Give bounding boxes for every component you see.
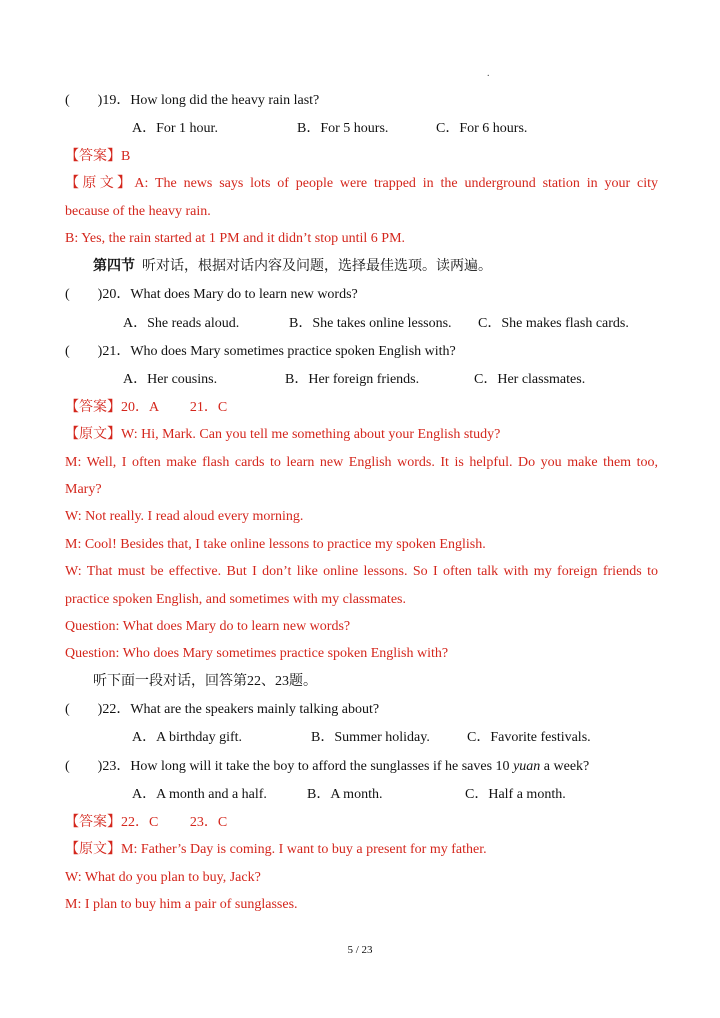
dialog-1-line: M: Cool! Besides that, I take online lessons to practice my spoken English. xyxy=(65,537,486,552)
dialog-1-line: Question: Who does Mary sometimes practice spoken English with? xyxy=(65,646,449,661)
q20-option-a: A．She reads aloud. xyxy=(123,316,240,331)
q19-option-b: B．For 5 hours. xyxy=(297,121,389,136)
q21-option-c: C．Her classmates. xyxy=(474,372,586,387)
question-20: ( )20．What does Mary do to learn new words? xyxy=(65,287,358,302)
q23-question-currency: yuan xyxy=(513,759,541,774)
q22-option-b: B．Summer holiday. xyxy=(311,730,430,745)
question-21: ( )21．Who does Mary sometimes practice spoken English with? xyxy=(65,344,456,359)
dialog-1-line: W: Not really. I read aloud every morning. xyxy=(65,509,304,524)
q21-option-b: B．Her foreign friends. xyxy=(285,372,420,387)
q23-option-c: C．Half a month. xyxy=(465,787,566,802)
q19-answer: 【答案】B xyxy=(65,149,131,164)
q22-option-c: C．Favorite festivals. xyxy=(467,730,591,745)
q23-question-end: a week? xyxy=(540,759,590,774)
q19-script-line-3: B: Yes, the rain started at 1 PM and it didn’t stop until 6 PM. xyxy=(65,231,406,246)
dialog-2-line: 【原文】M: Father’s Day is coming. I want to buy a present for my father. xyxy=(65,842,487,857)
question-22: ( )22．What are the speakers mainly talking about? xyxy=(65,702,380,717)
q19-option-a: A．For 1 hour. xyxy=(132,121,218,136)
section-4-label: 第四节 xyxy=(93,259,135,274)
dialog-2-line: M: I plan to buy him a pair of sunglasses. xyxy=(65,897,298,912)
question-19: ( )19．How long did the heavy rain last? xyxy=(65,93,320,108)
q23-question-text: ( )23．How long will it take the boy to afford the sunglasses if he saves 10 xyxy=(65,759,514,774)
section-4-instruction: 听对话，根据对话内容及问题，选择最佳选项。读两遍。 xyxy=(142,259,492,274)
q20-option-c: C．She makes flash cards. xyxy=(478,316,629,331)
dialog-1-line: Mary? xyxy=(65,482,102,497)
header-dot: . xyxy=(487,68,490,79)
q23-option-a: A．A month and a half. xyxy=(132,787,267,802)
q20-option-b: B．She takes online lessons. xyxy=(289,316,452,331)
q19-option-c: C．For 6 hours. xyxy=(436,121,528,136)
dialog-1-line: M: Well, I often make flash cards to learn new English words. It is helpful. Do you make them too, xyxy=(65,455,658,470)
dialog-2-intro: 听下面一段对话，回答第22、23题。 xyxy=(93,674,317,689)
section-4-heading xyxy=(93,258,658,276)
q22-option-a: A．A birthday gift. xyxy=(132,730,243,745)
q19-script-line-2: because of the heavy rain. xyxy=(65,204,211,219)
q23-option-b: B．A month. xyxy=(307,787,383,802)
dialog-2-line: W: What do you plan to buy, Jack? xyxy=(65,870,261,885)
dialog-1-answer: 【答案】20．A 21．C xyxy=(65,400,228,415)
dialog-1-line: Question: What does Mary do to learn new words? xyxy=(65,619,351,634)
dialog-1-line: W: That must be effective. But I don’t like online lessons. So I often talk with my foreign friends to xyxy=(65,564,658,579)
q19-script-line-1: 【原文】A: The news says lots of people were trapped in the underground station in your city xyxy=(65,176,658,191)
dialog-2-answer: 【答案】22．C 23．C xyxy=(65,815,228,830)
dialog-1-line: 【原文】W: Hi, Mark. Can you tell me something about your English study? xyxy=(65,427,501,442)
question-23 xyxy=(65,758,658,776)
dialog-1-line: practice spoken English, and sometimes with my classmates. xyxy=(65,592,406,607)
q21-option-a: A．Her cousins. xyxy=(123,372,218,387)
page-number: 5 / 23 xyxy=(347,944,373,956)
